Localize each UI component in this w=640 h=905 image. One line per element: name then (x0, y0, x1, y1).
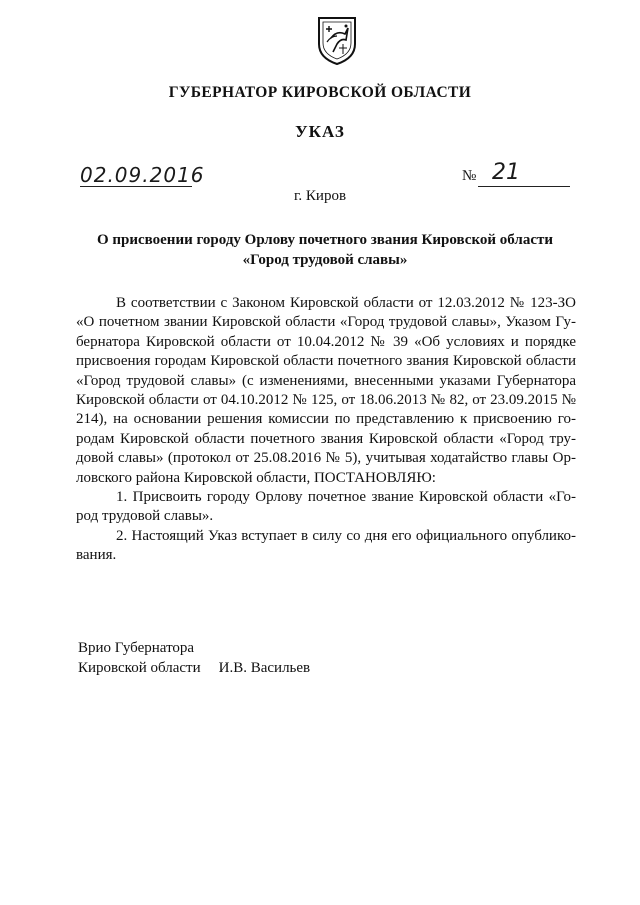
document-date: 02.09.2016 (80, 163, 205, 187)
issuer-title: ГУБЕРНАТОР КИРОВСКОЙ ОБЛАСТИ (168, 84, 472, 101)
preamble-paragraph: В соответствии с Законом Кировской области от 12.03.2012 № 123-ЗО «О почетном звании Кировской области «Город трудовой славы», Указом Губернатора Кировской области от 10.04.2012 № 39 «Об условиях и порядке присвоения городам Кировской области почетного звания Кировской области «Город трудовой славы» (с изменениями, внесенными указами Губернатора Кировской области от 04.10.2012 № 125, от 18.06.2013 № 82, от 23.09.2015 № 214), на основании решения комиссии по представлению к присвоению городам Кировской области почетного звания Кировской области «Город трудовой славы» (протокол от 25.08.2016 № 5), учитывая ходатайство главы Орловского района Кировской области, ПОСТАНОВЛЯЮ: (76, 295, 576, 486)
coat-of-arms-icon (315, 14, 359, 66)
number-underline (478, 186, 570, 187)
subject-line-1: О присвоении городу Орлову почетного звания Кировской области (96, 232, 554, 248)
signature-block (78, 638, 310, 678)
resolution-item-1: 1. Присвоить городу Орлову почетное звание Кировской области «Город трудовой славы». (76, 489, 576, 525)
signer-name: И.В. Васильев (218, 660, 311, 676)
document-subject (90, 230, 560, 270)
document-body (76, 294, 576, 566)
document-number: 21 (492, 160, 520, 185)
resolution-item-2: 2. Настоящий Указ вступает в силу со дня его официального опубликования. (76, 527, 576, 564)
city: г. Киров (293, 188, 347, 204)
signer-position-line-1: Врио Губернатора (78, 640, 195, 656)
signer-position-line-2: Кировской области (78, 660, 201, 676)
number-label: № (462, 168, 477, 184)
document-type: УКАЗ (295, 122, 345, 141)
date-underline (80, 186, 192, 187)
subject-line-2: «Город трудовой славы» (242, 252, 408, 268)
